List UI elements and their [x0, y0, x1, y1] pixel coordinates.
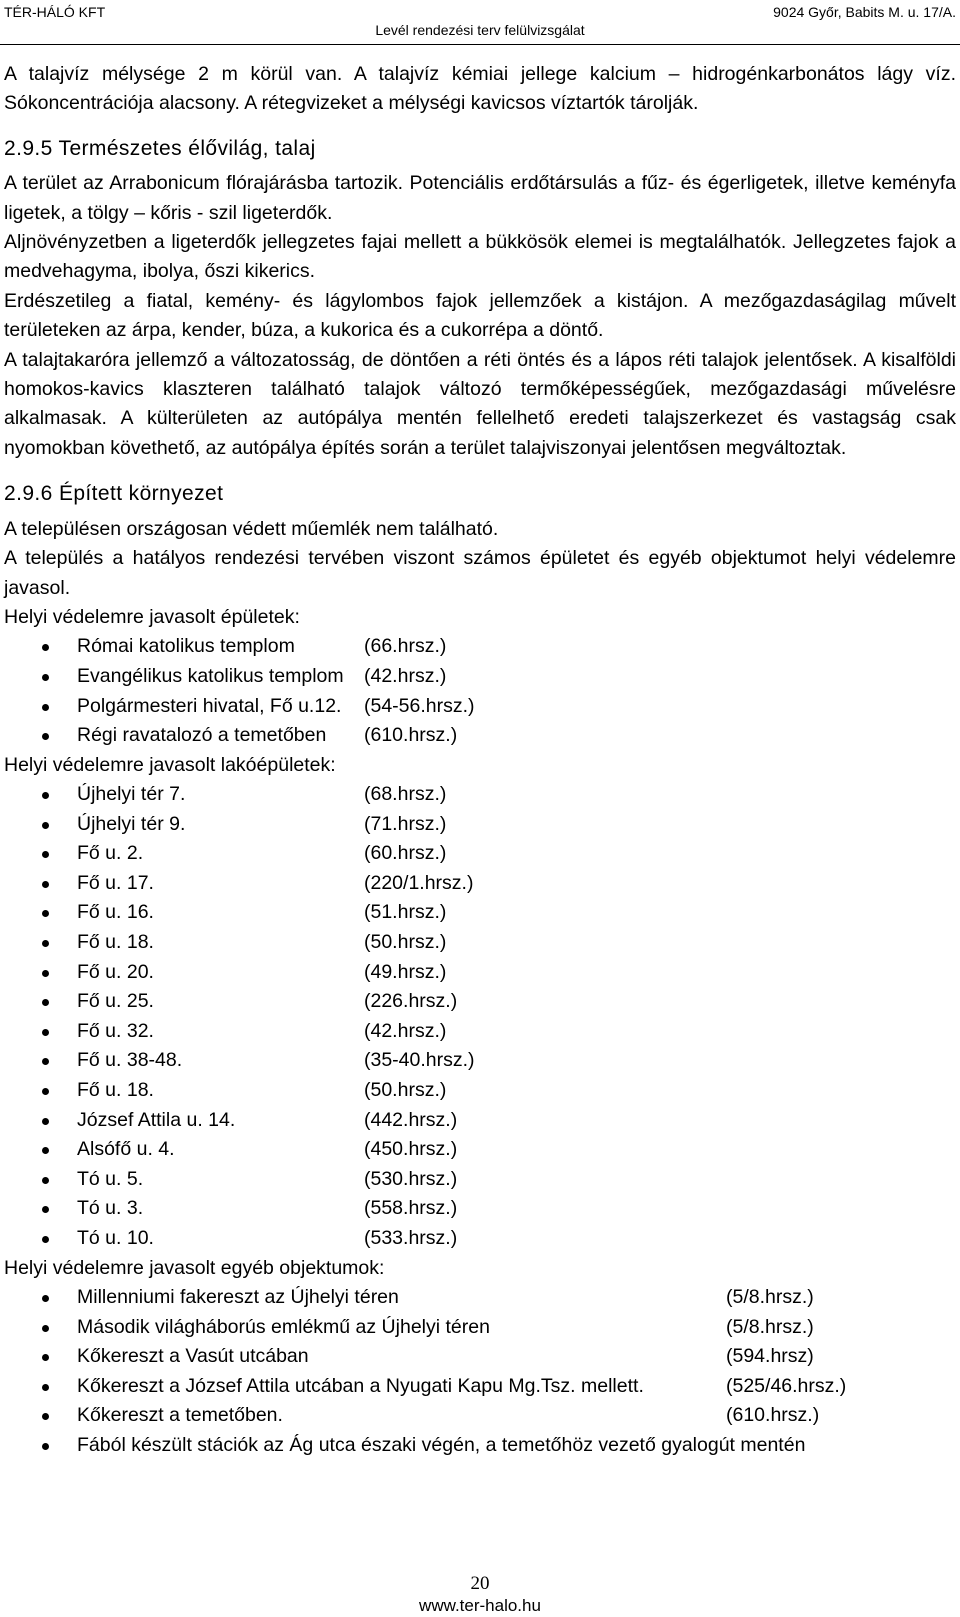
company-name: TÉR-HÁLÓ KFT: [4, 4, 106, 20]
item-lot: (66.hrsz.): [364, 635, 447, 658]
list-item: [4, 662, 956, 692]
list-item: [4, 1046, 956, 1076]
item-name: Régi ravatalozó a temetőben: [77, 724, 327, 747]
section-heading-natural-environment: 2.9.5 Természetes élővilág, talaj: [4, 136, 316, 160]
list-item: [4, 898, 956, 928]
item-lot: (50.hrsz.): [364, 1079, 447, 1102]
page-header: [0, 0, 960, 46]
paragraph-flora-region: A terület az Arrabonicum flórajárásba tartozik. Potenciális erdőtársulás a fűz- és égerligetek, illetve keményfa ligetek, a tölgy – kőris - szil ligeterdők.: [4, 172, 956, 224]
item-lot: (533.hrsz.): [364, 1227, 458, 1249]
item-lot: (35-40.hrsz.): [364, 1049, 475, 1072]
item-lot: (450.hrsz.): [364, 1138, 458, 1161]
document-title: Levél rendezési terv felülvizsgálat: [375, 22, 585, 38]
residential-list-heading: Helyi védelemre javasolt lakóépületek:: [4, 753, 336, 776]
item-lot: (5/8.hrsz.): [726, 1315, 814, 1338]
item-name: Fő u. 38-48.: [77, 1049, 183, 1072]
item-name: Evangélikus katolikus templom: [77, 664, 344, 687]
item-lot: (5/8.hrsz.): [726, 1286, 814, 1308]
list-item: [4, 721, 956, 751]
groundwater-paragraph: A talajvíz mélysége 2 m körül van. A talajvíz kémiai jellege kalcium – hidrogénkarbonátos lágy víz. Sókoncentrációja alacsony. A rétegvizeket a mélységi kavicsos víztartók tárolják.: [4, 63, 956, 115]
item-lot: (51.hrsz.): [364, 901, 447, 924]
item-name: Fő u. 25.: [77, 990, 154, 1013]
list-item: [4, 1401, 956, 1431]
page-number: 20: [470, 1573, 490, 1594]
paragraph-local-protection: A település a hatályos rendezési tervében viszont számos épületet és egyéb objektumot helyi védelemre javasol.: [4, 547, 956, 599]
item-lot: (50.hrsz.): [364, 931, 447, 954]
list-item: [4, 869, 956, 899]
item-name: Polgármesteri hivatal, Fő u.12.: [77, 694, 342, 717]
list-item: [4, 1342, 956, 1372]
item-name: Újhelyi tér 7.: [77, 783, 186, 806]
paragraph-soil: A talajtakaróra jellemző a változatosság, de döntően a réti öntés és a lápos réti talajok jelentősek. A kisalföldi homokos-kavics klaszteren található talajok változó termőképességűek, mezőgazdasági művelésre alkalmasak. A külterületen az autópálya mentén fellelhető eredeti talajszerkezet és vastagság csak nyomokban követhető, az autópálya építés során a terület talajviszonyai jelentősen megváltoztak.: [4, 348, 956, 459]
item-name: József Attila u. 14.: [77, 1108, 236, 1131]
item-name: Fő u. 18.: [77, 1079, 154, 1102]
list-item: [4, 1224, 956, 1254]
item-name: Tó u. 3.: [77, 1197, 144, 1220]
item-lot: (42.hrsz.): [364, 664, 447, 687]
item-name: Kőkereszt a temetőben.: [77, 1404, 283, 1427]
list-item: [4, 987, 956, 1017]
item-name: Fő u. 17.: [77, 871, 154, 894]
item-name: Tó u. 5.: [77, 1167, 144, 1190]
item-lot: (60.hrsz.): [364, 842, 447, 865]
list-item: [4, 632, 956, 662]
item-name: Fő u. 32.: [77, 1019, 154, 1042]
header-divider: [0, 44, 960, 45]
list-item: [4, 1372, 956, 1402]
paragraph-no-monument: A településen országosan védett műemlék nem található.: [4, 517, 499, 540]
section-heading-built-environment: 2.9.6 Épített környezet: [4, 482, 224, 506]
protected-residential-list: [4, 780, 956, 1254]
item-lot: (220/1.hrsz.): [364, 871, 474, 894]
item-lot: (525/46.hrsz.): [726, 1374, 847, 1397]
item-lot: (442.hrsz.): [364, 1108, 458, 1131]
list-item: [4, 1106, 956, 1136]
item-lot: (54-56.hrsz.): [364, 694, 475, 717]
list-item: [4, 1313, 956, 1343]
item-name: Második világháborús emlékmű az Újhelyi téren: [77, 1315, 490, 1338]
list-item: [4, 1076, 956, 1106]
item-lot: (68.hrsz.): [364, 783, 447, 806]
item-name: Római katolikus templom: [77, 635, 295, 658]
list-item: [4, 1165, 956, 1195]
page-content: [4, 60, 956, 1461]
item-name: Alsófő u. 4.: [77, 1138, 175, 1161]
list-item: [4, 692, 956, 722]
list-item: [4, 780, 956, 810]
list-item: [4, 1283, 956, 1313]
item-name: Fő u. 2.: [77, 842, 144, 865]
company-address: 9024 Győr, Babits M. u. 17/A.: [773, 4, 956, 20]
list-item: [4, 1431, 956, 1461]
list-item: [4, 810, 956, 840]
item-name: Fő u. 20.: [77, 960, 154, 983]
item-name: Kőkereszt a Vasút utcában: [77, 1345, 309, 1368]
list-item: [4, 928, 956, 958]
list-item: [4, 839, 956, 869]
paragraph-undergrowth: Aljnövényzetben a ligeterdők jellegzetes fajai mellett a bükkösök elemei is megtalálhatók. Jellegzetes fajok a medvehagyma, ibolya, őszi kikerics.: [4, 231, 956, 283]
item-name: Kőkereszt a József Attila utcában a Nyugati Kapu Mg.Tsz. mellett.: [77, 1374, 644, 1397]
list-item: [4, 1135, 956, 1165]
item-name: Fából készült stációk az Ág utca északi végén, a temetőhöz vezető gyalogút mentén: [77, 1433, 806, 1456]
item-name: Millenniumi fakereszt az Újhelyi téren: [77, 1286, 399, 1308]
objects-list-heading: Helyi védelemre javasolt egyéb objektumok:: [4, 1256, 385, 1279]
item-name: Fő u. 18.: [77, 931, 154, 954]
list-item: [4, 958, 956, 988]
website-link[interactable]: www.ter-halo.hu: [419, 1596, 541, 1615]
item-lot: (530.hrsz.): [364, 1167, 458, 1190]
item-lot: (71.hrsz.): [364, 812, 447, 835]
list-item: [4, 1194, 956, 1224]
list-item: [4, 1017, 956, 1047]
item-lot: (49.hrsz.): [364, 960, 447, 983]
item-lot: (226.hrsz.): [364, 990, 458, 1013]
item-lot: (594.hrsz): [726, 1345, 814, 1368]
item-name: Újhelyi tér 9.: [77, 812, 186, 835]
item-lot: (558.hrsz.): [364, 1197, 458, 1220]
item-name: Fő u. 16.: [77, 901, 154, 924]
item-lot: (42.hrsz.): [364, 1019, 447, 1042]
protected-objects-list: [4, 1283, 956, 1461]
item-name: Tó u. 10.: [77, 1227, 154, 1249]
item-lot: (610.hrsz.): [726, 1404, 820, 1427]
protected-buildings-list: [4, 632, 956, 750]
paragraph-forestry: Erdészetileg a fiatal, kemény- és lágylombos fajok jellemzőek a kistájon. A mezőgazdaságilag művelt területeken az árpa, kender, búza, a kukorica és a cukorrépa a döntő.: [4, 289, 956, 342]
item-lot: (610.hrsz.): [364, 724, 458, 747]
buildings-list-heading: Helyi védelemre javasolt épületek:: [4, 605, 300, 628]
